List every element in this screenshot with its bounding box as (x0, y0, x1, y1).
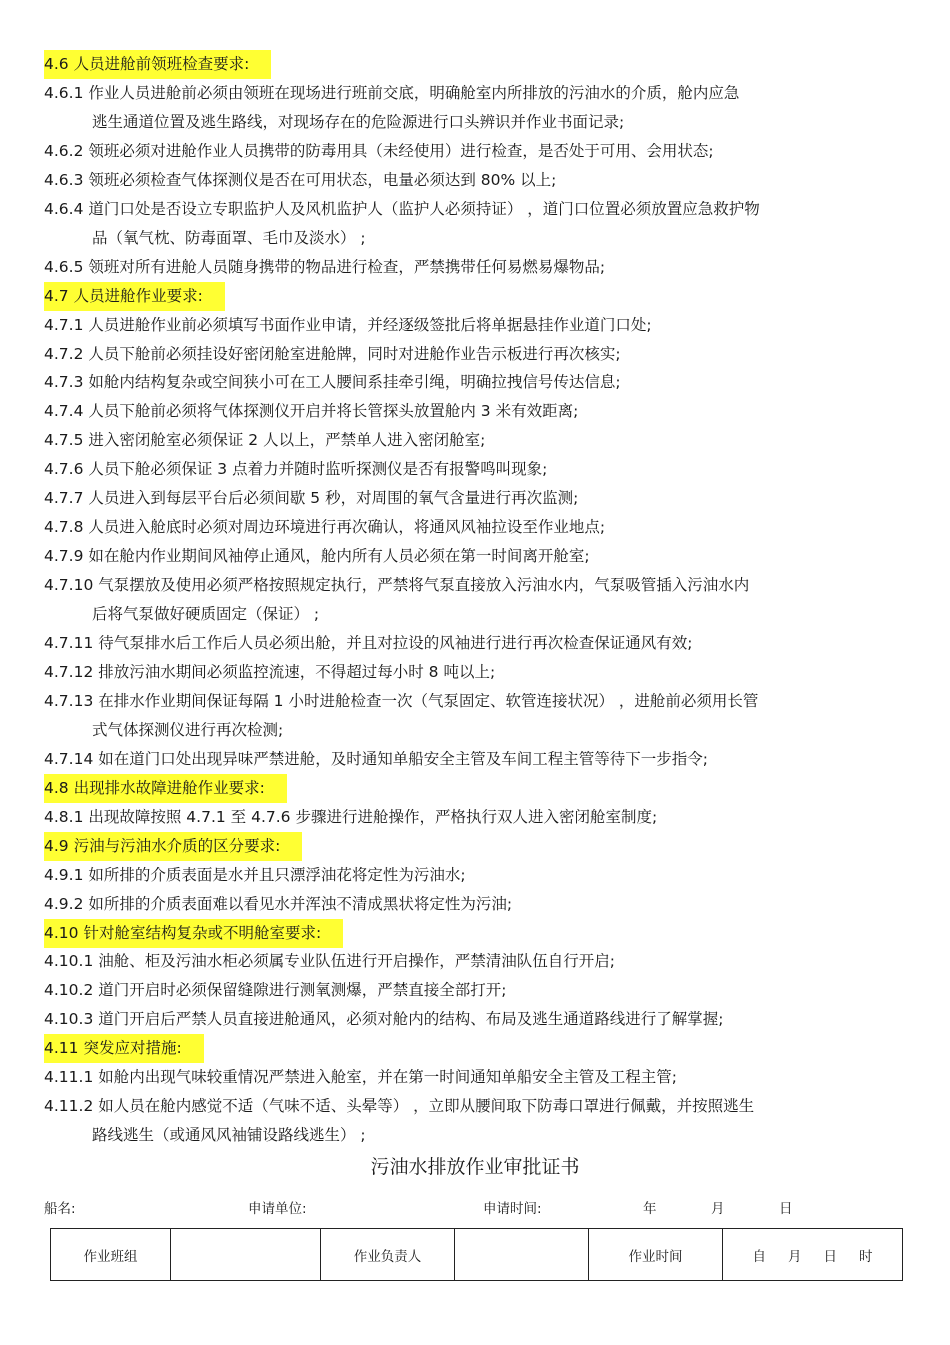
list-item: 4.7.7 人员进入到每层平台后必须间歇 5 秒，对周围的氧气含量进行再次监测; (44, 489, 579, 508)
list-item: 4.6.1 作业人员进舱前必须由领班在现场进行班前交底，明确舱室内所排放的污油水的介质，舱内应急 (44, 83, 740, 102)
section-heading: 4.11 突发应对措施: (44, 1034, 204, 1063)
list-item: 4.10.1 油舱、柜及污油水柜必须属专业队伍进行开启操作，严禁清油队伍自行开启; (44, 952, 615, 971)
approval-table (50, 1228, 903, 1281)
list-item: 4.7.6 人员下舱必须保证 3 点着力并随时监听探测仪是否有报警鸣叫现象; (44, 460, 548, 479)
year-label: 年 (643, 1201, 657, 1217)
list-item: 4.6.2 领班必须对进舱作业人员携带的防毒用具（未经使用）进行检查，是否处于可用、会用状态; (44, 141, 714, 160)
list-item: 4.11.1 如舱内出现气味较重情况严禁进入舱室，并在第一时间通知单船安全主管及工程主管; (44, 1068, 677, 1087)
leader-value-cell[interactable] (455, 1229, 589, 1281)
section-heading: 4.9 污油与污油水介质的区分要求: (44, 832, 302, 861)
list-item: 4.10.2 道门开启时必须保留缝隙进行测氧测爆，严禁直接全部打开; (44, 981, 507, 1000)
list-item-continuation: 式气体探测仪进行再次检测; (92, 720, 284, 739)
ship-name-label: 船名: (44, 1201, 76, 1217)
list-item: 4.7.9 如在舱内作业期间风袖停止通风，舱内所有人员必须在第一时间离开舱室; (44, 547, 590, 566)
section-heading: 4.8 出现排水故障进舱作业要求: (44, 774, 287, 803)
list-item: 4.8.1 出现故障按照 4.7.1 至 4.7.6 步骤进行进舱操作，严格执行双人进入密闭舱室制度; (44, 807, 658, 826)
list-item: 4.6.3 领班必须检查气体探测仪是否在可用状态，电量必须达到 80% 以上; (44, 170, 557, 189)
form-title: 污油水排放作业审批证书 (370, 1156, 580, 1178)
list-item: 4.7.2 人员下舱前必须挂设好密闭舱室进舱牌，同时对进舱作业告示板进行再次核实; (44, 344, 621, 363)
list-item: 4.7.12 排放污油水期间必须监控流速，不得超过每小时 8 吨以上; (44, 662, 496, 681)
list-item: 4.10.3 道门开启后严禁人员直接进舱通风，必须对舱内的结构、布局及逃生通道路线进行了解掌握; (44, 1010, 724, 1029)
list-item: 4.6.5 领班对所有进舱人员随身携带的物品进行检查，严禁携带任何易燃易爆物品; (44, 257, 606, 276)
leader-label-cell: 作业负责人 (321, 1229, 455, 1281)
list-item: 4.6.4 道门口处是否设立专职监护人及风机监护人（监护人必须持证） ，道门口位置必须放置应急救护物 (44, 199, 760, 218)
section-heading: 4.6 人员进舱前领班检查要求: (44, 50, 271, 79)
list-item: 4.7.10 气泵摆放及使用必须严格按照规定执行，严禁将气泵直接放入污油水内，气泵吸管插入污油水内 (44, 576, 750, 595)
list-item-continuation: 后将气泵做好硬质固定（保证） ; (92, 605, 320, 624)
day-label: 日 (779, 1201, 793, 1217)
list-item-continuation: 品（氧气枕、防毒面罩、毛巾及淡水） ; (92, 228, 366, 247)
from-label: 自 (752, 1248, 766, 1265)
section-heading: 4.7 人员进舱作业要求: (44, 282, 225, 311)
worktime-hour-label: 时 (859, 1248, 873, 1265)
list-item-continuation: 逃生通道位置及逃生路线，对现场存在的危险源进行口头辨识并作业书面记录; (92, 112, 625, 131)
list-item: 4.7.4 人员下舱前必须将气体探测仪开启并将长管探头放置舱内 3 米有效距离; (44, 402, 579, 421)
team-label-cell: 作业班组 (51, 1229, 171, 1281)
list-item: 4.7.1 人员进舱作业前必须填写书面作业申请，并经逐级签批后将单据悬挂作业道门口处; (44, 315, 652, 334)
worktime-value-cell[interactable] (723, 1229, 903, 1281)
list-item: 4.9.1 如所排的介质表面是水并且只漂浮油花将定性为污油水; (44, 865, 466, 884)
list-item: 4.7.13 在排水作业期间保证每隔 1 小时进舱检查一次（气泵固定、软管连接状况） ，进舱前必须用长管 (44, 691, 759, 710)
list-item: 4.9.2 如所排的介质表面难以看见水并浑浊不清成黑状将定性为污油; (44, 894, 513, 913)
applicant-unit-label: 申请单位: (248, 1201, 307, 1217)
list-item: 4.7.8 人员进入舱底时必须对周边环境进行再次确认，将通风风袖拉设至作业地点; (44, 518, 606, 537)
table-row (51, 1229, 903, 1281)
worktime-day-label: 日 (823, 1248, 837, 1265)
list-item: 4.7.14 如在道门口处出现异味严禁进舱，及时通知单船安全主管及车间工程主管等待下一步指令; (44, 749, 708, 768)
list-item: 4.11.2 如人员在舱内感觉不适（气味不适、头晕等） ，立即从腰间取下防毒口罩进行佩戴，并按照逃生 (44, 1097, 755, 1116)
team-value-cell[interactable] (171, 1229, 321, 1281)
worktime-label-cell: 作业时间 (589, 1229, 723, 1281)
list-item: 4.7.11 待气泵排水后工作后人员必须出舱，并且对拉设的风袖进行进行再次检查保证通风有效; (44, 634, 693, 652)
month-label: 月 (711, 1201, 725, 1217)
list-item-continuation: 路线逃生（或通风风袖铺设路线逃生） ; (92, 1126, 366, 1145)
apply-time-label: 申请时间: (483, 1201, 542, 1217)
section-heading: 4.10 针对舱室结构复杂或不明舱室要求: (44, 919, 343, 948)
worktime-month-label: 月 (788, 1248, 802, 1265)
list-item: 4.7.3 如舱内结构复杂或空间狭小可在工人腰间系挂牵引绳，明确拉拽信号传达信息; (44, 373, 621, 392)
list-item: 4.7.5 进入密闭舱室必须保证 2 人以上，严禁单人进入密闭舱室; (44, 431, 486, 450)
